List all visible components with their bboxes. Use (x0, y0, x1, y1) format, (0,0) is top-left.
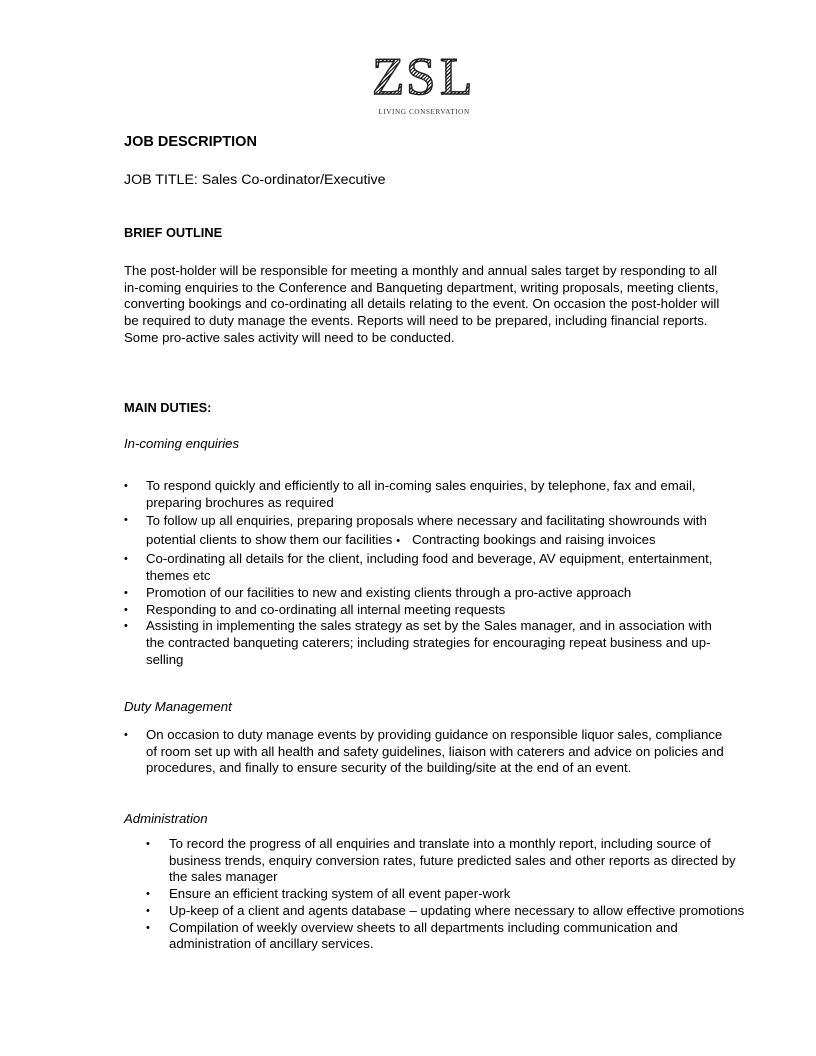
list-item-text: Co-ordinating all details for the client, including food and beverage, AV equipment, entertainment, themes etc (146, 551, 713, 584)
list-item-text: Up-keep of a client and agents database – updating where necessary to allow effective promotions (169, 902, 745, 918)
list-item-text: To record the progress of all enquiries and translate into a monthly report, including source of business trends, enquiry conversion rates, future predicted sales and other reports as directed by the sales manager (169, 836, 736, 885)
list-item-text: Contracting bookings and raising invoices (412, 532, 656, 548)
list-item (124, 618, 724, 668)
bullet-icon: • (146, 921, 150, 934)
main-duties-heading: MAIN DUTIES: (124, 400, 212, 415)
list-item-text: Promotion of our facilities to new and existing clients through a pro-active approach (146, 584, 632, 600)
incoming-enquiries-list (124, 478, 724, 668)
bullet-icon: • (146, 904, 150, 917)
list-item (146, 920, 746, 953)
list-item (124, 602, 724, 619)
list-item-text: Ensure an efficient tracking system of all event paper-work (169, 886, 511, 902)
job-title: JOB TITLE: Sales Co-ordinator/Executive (124, 172, 386, 188)
list-item (124, 585, 724, 602)
administration-list (146, 836, 746, 953)
incoming-enquiries-subheading: In-coming enquiries (124, 436, 240, 451)
logo-tagline: LIVING CONSERVATION (378, 108, 470, 116)
brief-outline-heading: BRIEF OUTLINE (124, 225, 223, 240)
list-item (124, 551, 724, 584)
document-title: JOB DESCRIPTION (124, 134, 257, 150)
bullet-icon: • (124, 729, 128, 741)
list-item (146, 836, 746, 886)
list-item (124, 727, 724, 777)
list-item-text: Responding to and co-ordinating all internal meeting requests (146, 601, 506, 617)
logo-wordmark (370, 48, 478, 106)
brief-outline-text: The post-holder will be responsible for meeting a monthly and annual sales target by responding to all in-coming enquiries to the Conference and Banqueting department, writing proposals, meeting clients, converting bookings and co-ordinating all details relating to the event. On occasion the post-holder will be required to duty manage the events. Reports will need to be prepared, including financial reports. Some pro-active sales activity will need to be conducted. (124, 263, 720, 345)
list-item (146, 903, 746, 920)
list-item (124, 478, 724, 511)
list-item-text: On occasion to duty manage events by providing guidance on responsible liquor sales, compliance of room set up with all health and safety guidelines, liaison with caterers and advice on policies and procedures, and finally to ensure security of the building/site at the end of an event. (146, 727, 724, 776)
duty-management-subheading: Duty Management (124, 699, 232, 714)
bullet-icon: • (124, 553, 128, 566)
zsl-logo (370, 48, 478, 118)
duty-management-list (124, 727, 724, 777)
list-item-text: To respond quickly and efficiently to all in-coming sales enquiries, by telephone, fax and email, preparing brochures as required (146, 478, 696, 510)
logo-letter-z: Z (372, 48, 405, 106)
bullet-icon: • (396, 535, 401, 548)
logo-letter-l: L (440, 48, 473, 106)
list-item-text: To follow up all enquiries, preparing proposals where necessary and facilitating showrounds with potential clients to show them our facilities (146, 513, 707, 548)
bullet-icon: • (124, 480, 128, 492)
logo-letter-s: S (406, 48, 436, 106)
list-item-text: Compilation of weekly overview sheets to all departments including communication and administration of ancillary services. (169, 919, 678, 952)
bullet-icon: • (124, 620, 128, 633)
list-item-text: Assisting in implementing the sales strategy as set by the Sales manager, and in association with the contracted banqueting caterers; including strategies for encouraging repeat business and up-selling (146, 618, 712, 667)
bullet-icon: • (124, 514, 128, 527)
bullet-icon: • (124, 586, 128, 599)
bullet-icon: • (146, 888, 150, 901)
list-item (146, 886, 746, 903)
bullet-icon: • (124, 603, 128, 616)
bullet-icon: • (146, 838, 150, 850)
administration-subheading: Administration (124, 811, 208, 826)
list-item (124, 511, 724, 551)
